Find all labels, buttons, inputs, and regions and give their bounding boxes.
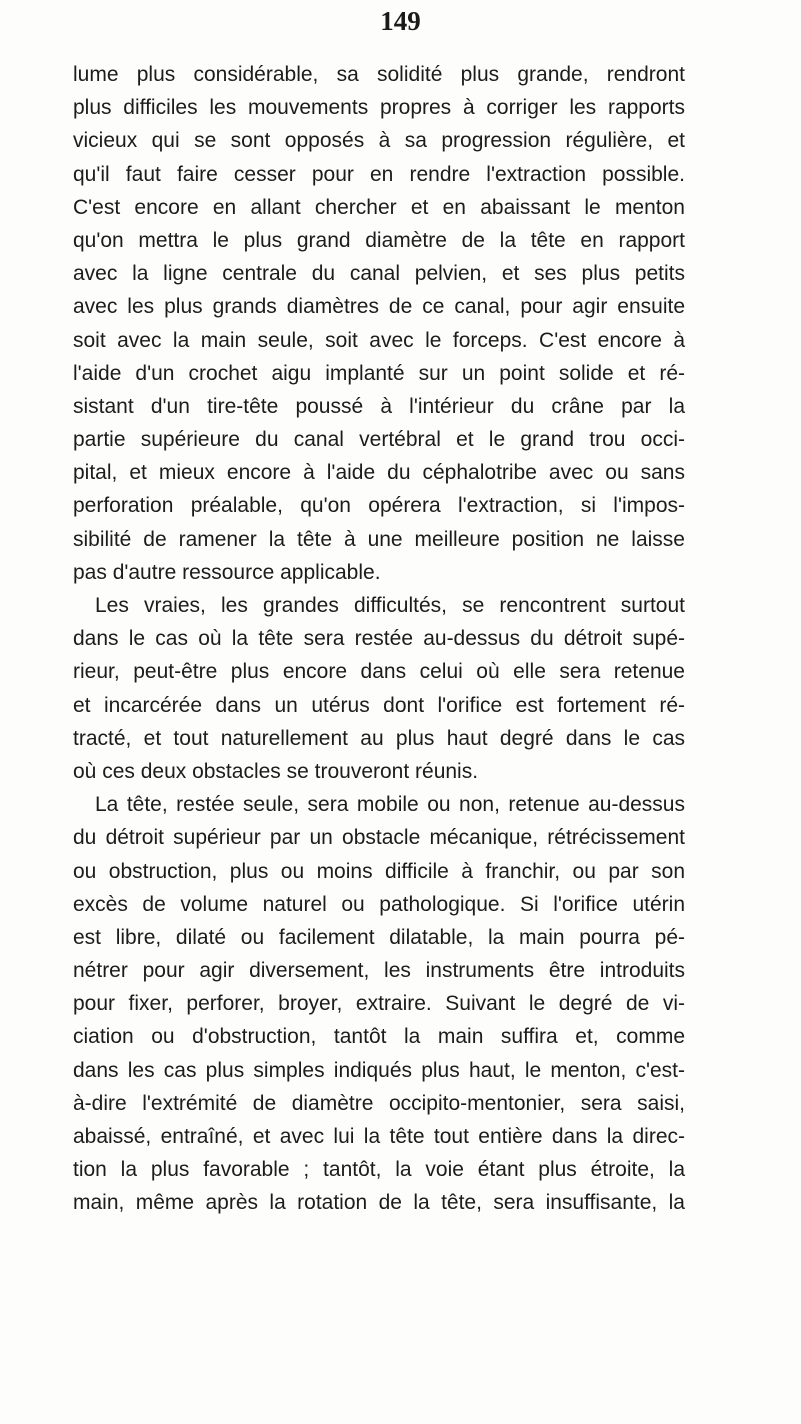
text-line: pour fixer, perforer, broyer, extraire. Suivant le degré de vi-	[73, 992, 685, 1016]
text-line: où ces deux obstacles se trouveront réunis.	[73, 759, 479, 783]
text-line: sibilité de ramener la tête à une meilleure position ne laisse	[73, 527, 685, 551]
text-line: pital, et mieux encore à l'aide du céphalotribe avec ou sans	[73, 461, 685, 485]
page-number: 149	[380, 6, 421, 36]
text-line: avec la ligne centrale du canal pelvien, et ses plus petits	[73, 262, 685, 286]
text-line: pas d'autre ressource applicable.	[73, 560, 381, 584]
text-line: perforation préalable, qu'on opérera l'extraction, si l'impos-	[73, 494, 685, 518]
text-line: dans les cas plus simples indiqués plus haut, le menton, c'est-	[73, 1058, 685, 1082]
text-line: ciation ou d'obstruction, tantôt la main suffira et, comme	[73, 1025, 685, 1049]
text-line: ou obstruction, plus ou moins difficile à franchir, ou par son	[73, 859, 685, 883]
text-line: La tête, restée seule, sera mobile ou non, retenue au-dessus	[95, 793, 685, 817]
text-line: tion la plus favorable ; tantôt, la voie étant plus étroite, la	[73, 1158, 685, 1182]
text-line: nétrer pour agir diversement, les instruments être introduits	[73, 959, 685, 983]
text-line: et incarcérée dans un utérus dont l'orifice est fortement ré-	[73, 693, 685, 717]
text-line: vicieux qui se sont opposés à sa progression régulière, et	[73, 129, 685, 153]
text-line: à-dire l'extrémité de diamètre occipito-mentonier, sera saisi,	[73, 1091, 685, 1115]
text-line: lume plus considérable, sa solidité plus grande, rendront	[73, 63, 685, 86]
text-line: abaissé, entraîné, et avec lui la tête tout entière dans la direc-	[73, 1125, 685, 1148]
text-line: partie supérieure du canal vertébral et le grand trou occi-	[73, 428, 685, 452]
text-line: Les vraies, les grandes difficultés, se rencontrent surtout	[95, 594, 685, 617]
text-line: est libre, dilaté ou facilement dilatable, la main pourra pé-	[73, 925, 685, 949]
text-line: l'aide d'un crochet aigu implanté sur un point solide et ré-	[73, 361, 685, 385]
text-line: sistant d'un tire-tête poussé à l'intérieur du crâne par la	[73, 394, 685, 418]
text-line: soit avec la main seule, soit avec le forceps. C'est encore à	[73, 328, 685, 352]
text-line: du détroit supérieur par un obstacle mécanique, rétrécissement	[73, 826, 685, 850]
text-line: main, même après la rotation de la tête, sera insuffisante, la	[73, 1191, 685, 1215]
text-line: qu'il faut faire cesser pour en rendre l'extraction possible.	[73, 162, 685, 186]
text-line: C'est encore en allant chercher et en abaissant le menton	[73, 195, 685, 219]
text-line: rieur, peut-être plus encore dans celui où elle sera retenue	[73, 660, 685, 684]
text-line: dans le cas où la tête sera restée au-dessus du détroit supé-	[73, 627, 685, 651]
body-text	[73, 58, 685, 1220]
text-line: avec les plus grands diamètres de ce canal, pour agir ensuite	[73, 295, 685, 319]
text-line: qu'on mettra le plus grand diamètre de la tête en rapport	[73, 228, 685, 252]
text-line: excès de volume naturel ou pathologique. Si l'orifice utérin	[73, 892, 685, 916]
text-line: tracté, et tout naturellement au plus haut degré dans le cas	[73, 726, 685, 750]
text-line: plus difficiles les mouvements propres à corriger les rapports	[73, 96, 685, 120]
